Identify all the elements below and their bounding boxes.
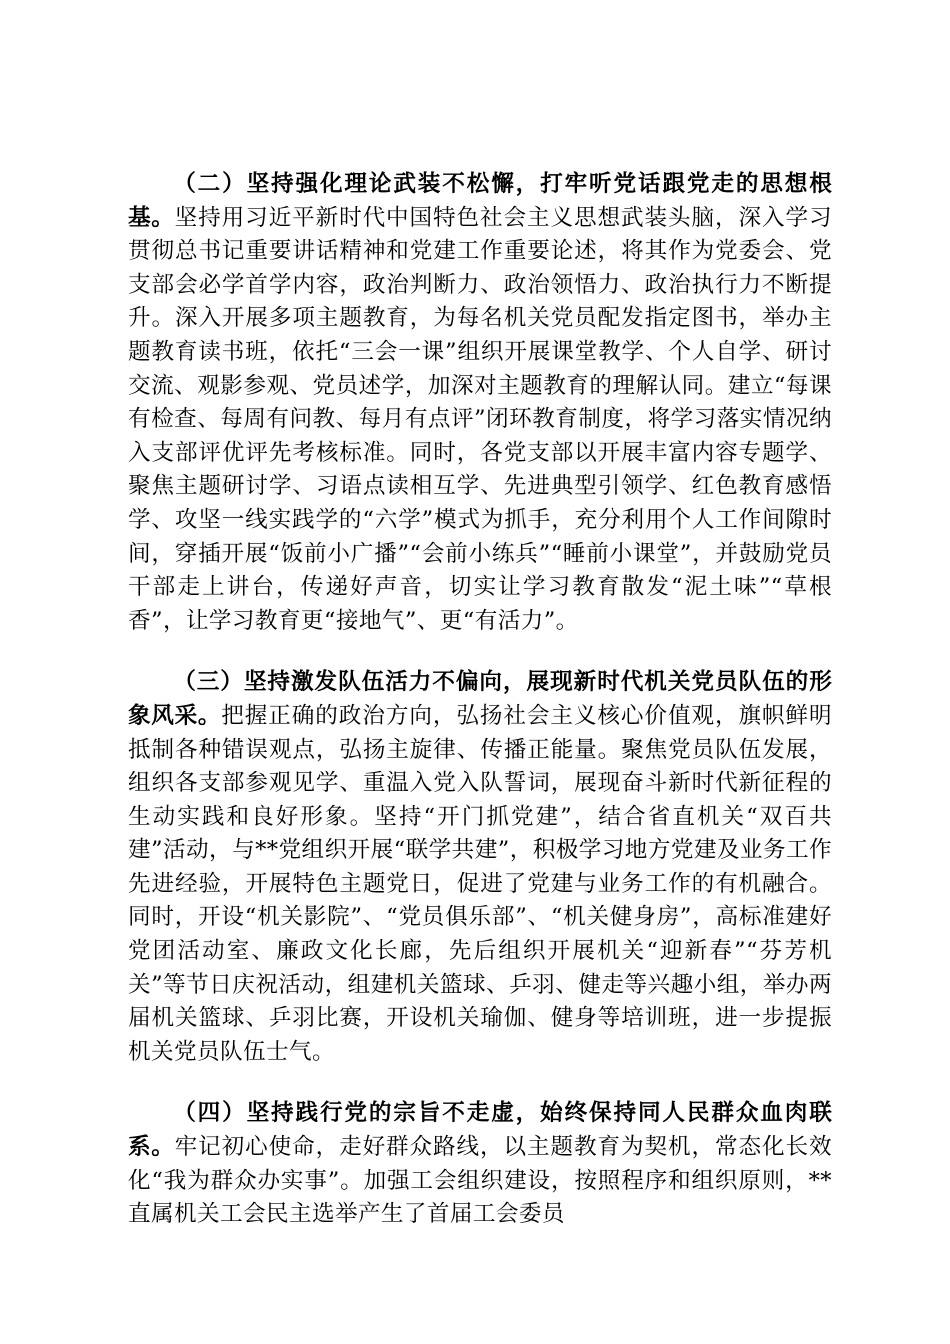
document-body [128,168,832,1260]
paragraph-3-heading: （三）坚持激发队伍活力不偏向，展现新时代机关党员队伍的形象风采。 [128,669,832,729]
paragraph-4 [128,1097,832,1231]
paragraph-4-text: 牢记初心使命，走好群众路线，以主题教育为契机，常态化长效化“我为群众办实事”。加强工会组织建设，按照程序和组织原则，**直属机关工会民主选举产生了首届工会委员 [128,1134,832,1228]
paragraph-4-heading: （四）坚持践行党的宗旨不走虚，始终保持同人民群众血肉联系。 [128,1100,832,1161]
paragraph-2-heading: （二）坚持强化理论武装不松懈，打牢听党话跟党走的思想根基。 [128,171,832,231]
paragraph-2 [128,168,832,638]
paragraph-3-text: 把握正确的政治方向，弘扬社会主义核心价值观，旗帜鲜明抵制各种错误观点，弘扬主旋律、传播正能量。聚焦党员队伍发展，组织各支部参观见学、重温入党入队誓词，展现奋斗新时代新征程的生动实践和良好形象。坚持“开门抓党建”，结合省直机关“双百共建”活动，与**党组织开展“联学共建”，积极学习地方党建及业务工作先进经验，开展特色主题党日，促进了党建与业务工作的有机融合。同时，开设“机关影院”、“党员俱乐部”、“机关健身房”，高标准建好党团活动室、廉政文化长廊，先后组织开展机关“迎新春”“芬芳机关”等节日庆祝活动，组建机关篮球、乒羽、健走等兴趣小组，举办两届机关篮球、乒羽比赛，开设机关瑜伽、健身等培训班，进一步提振机关党员队伍士气。 [128,702,832,1065]
paragraph-2-text: 坚持用习近平新时代中国特色社会主义思想武装头脑，深入学习贯彻总书记重要讲话精神和党建工作重要论述，将其作为党委会、党支部会必学首学内容，政治判断力、政治领悟力、政治执行力不断提升。深入开展多项主题教育，为每名机关党员配发指定图书，举办主题教育读书班，依托“三会一课”组织开展课堂教学、个人自学、研讨交流、观影参观、党员述学，加深对主题教育的理解认同。建立“每课有检查、每周有问教、每月有点评”闭环教育制度，将学习落实情况纳入支部评优评先考核标准。同时，各党支部以开展丰富内容专题学、聚焦主题研讨学、习语点读相互学、先进典型引领学、红色教育感悟学、攻坚一线实践学的“六学”模式为抓手，充分利用个人工作间隙时间，穿插开展“饭前小广播”“会前小练兵”“睡前小课堂”，并鼓励党员干部走上讲台，传递好声音，切实让学习教育散发“泥土味”“草根香”，让学习教育更“接地气”、更“有活力”。 [128,204,832,634]
paragraph-3 [128,666,832,1069]
